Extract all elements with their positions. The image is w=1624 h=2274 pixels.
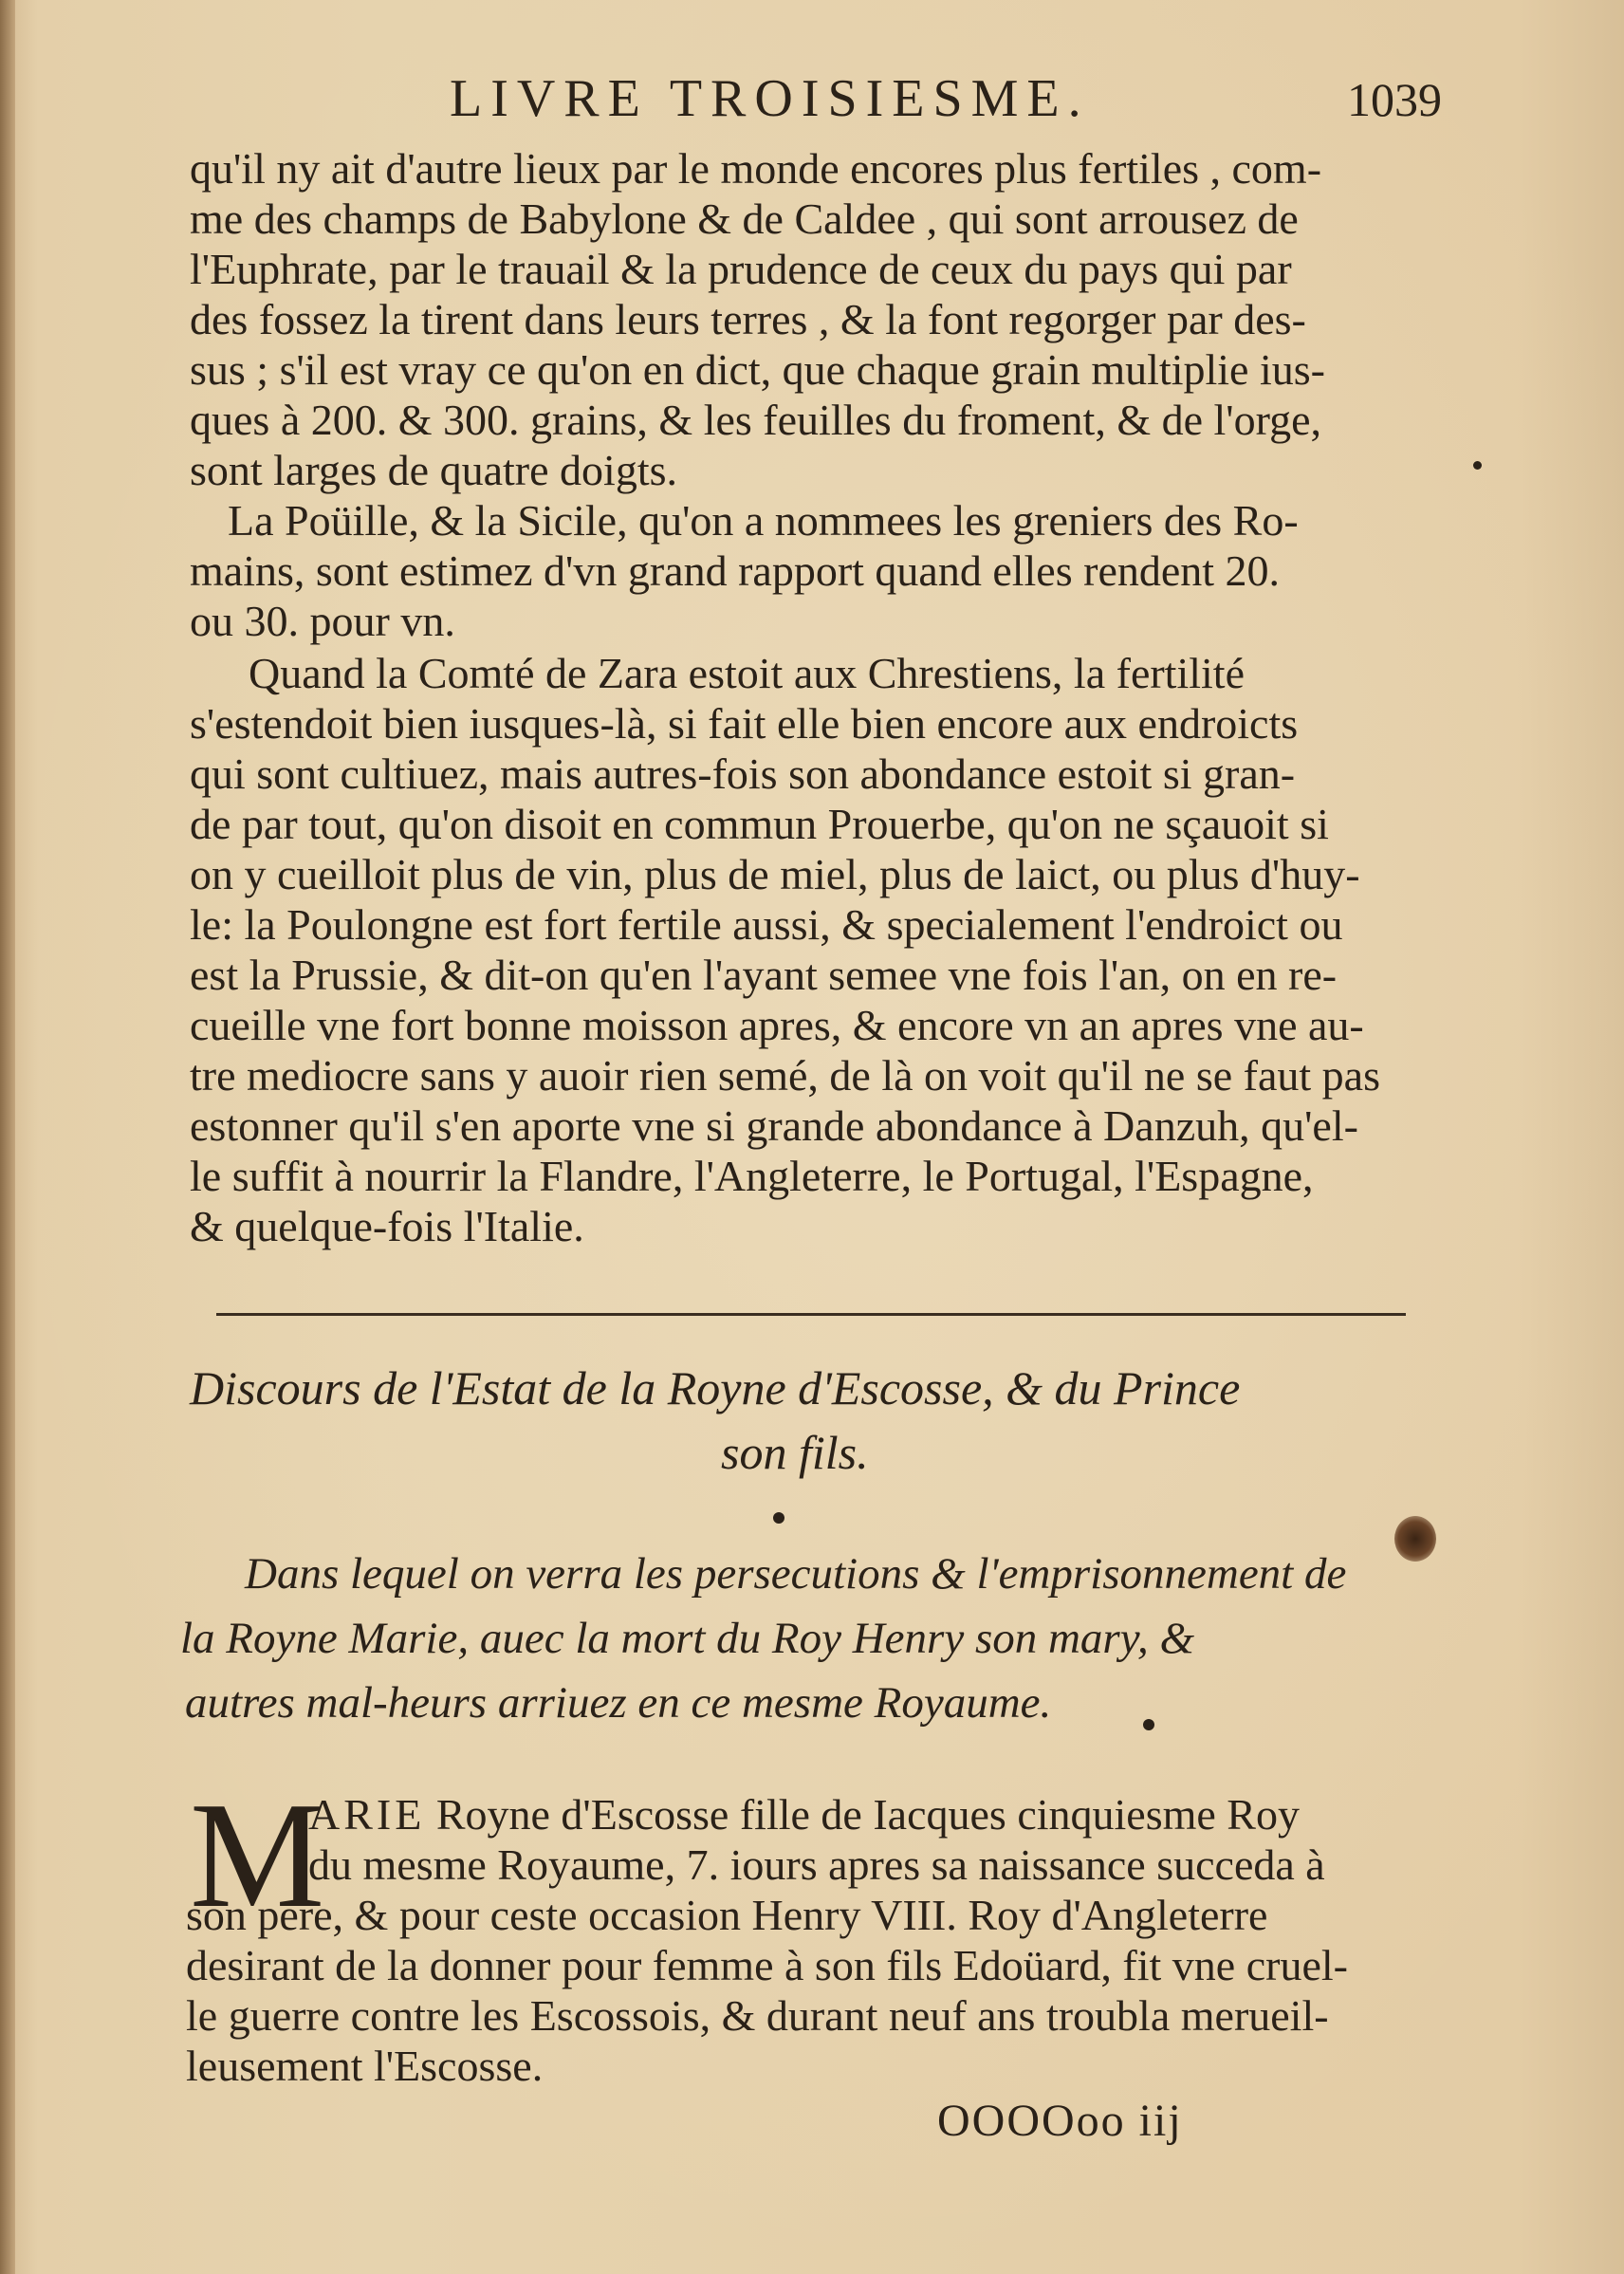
running-head: LIVRE TROISIESME.: [450, 69, 1090, 128]
text-line: estonner qu'il s'en aporte vne si grande abondance à Danzuh, qu'el-: [190, 1101, 1358, 1150]
text-line: le suffit à nourrir la Flandre, l'Angleterre, le Portugal, l'Espagne,: [190, 1152, 1314, 1200]
text-line: cueille vne fort bonne moisson apres, & encore vn an apres vne au-: [190, 1001, 1364, 1049]
text-line: on y cueilloit plus de vin, plus de miel, plus de laict, ou plus d'huy-: [190, 850, 1360, 898]
text-line: qui sont cultiuez, mais autres-fois son abondance estoit si gran-: [190, 749, 1296, 798]
text-line: desirant de la donner pour femme à son fils Edoüard, fit vne cruel-: [186, 1941, 1348, 1989]
signature-mark: OOOOoo iij: [937, 2096, 1183, 2146]
text-line: ques à 200. & 300. grains, & les feuilles du froment, & de l'orge,: [190, 396, 1321, 444]
text-line: La Poüille, & la Sicile, qu'on a nommees les greniers des Ro-: [228, 496, 1299, 545]
ink-dot: [1143, 1719, 1154, 1730]
text-line: le: la Poulongne est fort fertile aussi, & specialement l'endroict ou: [190, 900, 1343, 949]
text-line: des fossez la tirent dans leurs terres , & la font regorger par des-: [190, 295, 1306, 343]
text-line: ou 30. pour vn.: [190, 597, 455, 645]
text-line: tre mediocre sans y auoir rien semé, de là on voit qu'il ne se faut pas: [190, 1051, 1381, 1100]
subheading-line: Dans lequel on verra les persecutions & l'emprisonnement de: [245, 1549, 1347, 1599]
section-heading-line: son fils.: [721, 1426, 869, 1479]
text-line: sus ; s'il est vray ce qu'on en dict, que chaque grain multiplie ius-: [190, 345, 1325, 394]
text-line: s'estendoit bien iusques-là, si fait elle bien encore aux endroicts: [190, 699, 1299, 748]
text-line: & quelque-fois l'Italie.: [190, 1202, 584, 1250]
text-line: le guerre contre les Escossois, & durant neuf ans troubla merueil-: [186, 1991, 1329, 2040]
drop-cap-initial: M: [190, 1770, 325, 1939]
text-line: son pere, & pour ceste occasion Henry VIII. Roy d'Angleterre: [186, 1891, 1268, 1939]
text-line: l'Euphrate, par le trauail & la prudence de ceux du pays qui par: [190, 245, 1292, 293]
subheading-line: autres mal-heurs arriuez en ce mesme Royaume.: [185, 1678, 1052, 1728]
text-line: me des champs de Babylone & de Caldee , qui sont arrousez de: [190, 194, 1299, 243]
text-line: qu'il ny ait d'autre lieux par le monde encores plus fertiles , com-: [190, 144, 1322, 193]
subheading-line: la Royne Marie, auec la mort du Roy Henry son mary, &: [180, 1614, 1195, 1663]
text-line: du mesme Royaume, 7. iours apres sa naissance succeda à: [308, 1840, 1325, 1889]
page-number: 1039: [1347, 73, 1442, 126]
small-caps-word: ARIE: [308, 1790, 426, 1839]
text-line: leusement l'Escosse.: [186, 2042, 544, 2090]
text-line: mains, sont estimez d'vn grand rapport quand elles rendent 20.: [190, 546, 1281, 595]
text-line: est la Prussie, & dit-on qu'en l'ayant semee vne fois l'an, on en re-: [190, 951, 1338, 999]
ink-dot: [1473, 461, 1482, 470]
text-line: [308, 1788, 1300, 1841]
section-divider: [216, 1313, 1406, 1316]
text-line: Quand la Comté de Zara estoit aux Chrestiens, la fertilité: [249, 649, 1246, 697]
text-line: sont larges de quatre doigts.: [190, 446, 677, 494]
text-line-rest: Royne d'Escosse fille de Iacques cinquiesme Roy: [435, 1790, 1300, 1839]
page-binding-edge: [0, 0, 15, 2274]
section-heading-line: Discours de l'Estat de la Royne d'Escosse, & du Prince: [190, 1361, 1241, 1414]
ink-blot: [1394, 1516, 1436, 1562]
ink-dot: [773, 1512, 784, 1524]
text-line: de par tout, qu'on disoit en commun Prouerbe, qu'on ne sçauoit si: [190, 800, 1329, 848]
